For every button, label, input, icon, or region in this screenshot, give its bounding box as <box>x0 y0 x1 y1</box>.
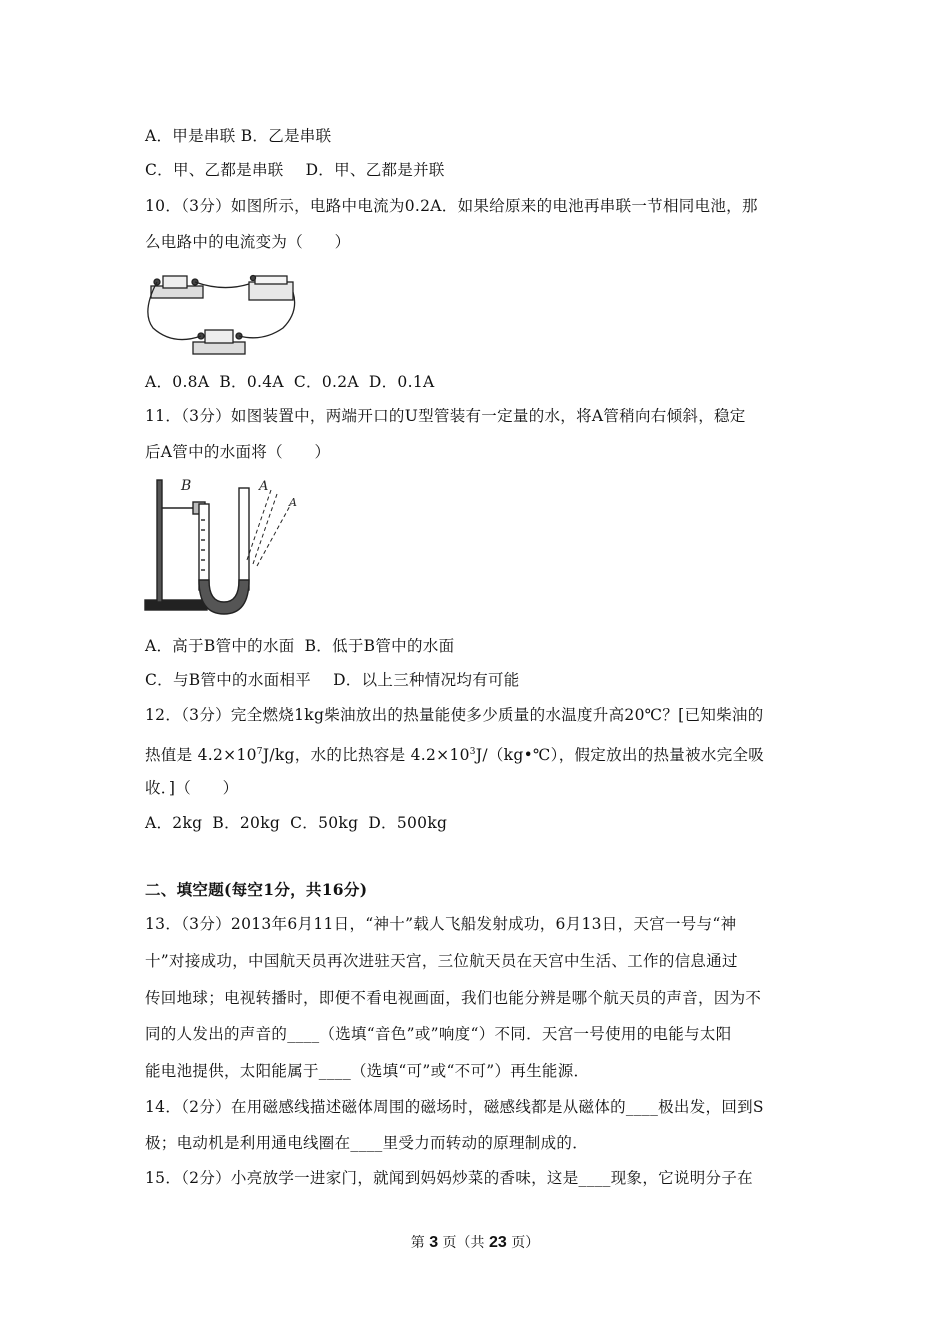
footer-mid: 页（共 <box>438 1235 489 1251</box>
q9-options-line2 <box>145 160 445 180</box>
footer-prefix: 第 <box>410 1235 430 1251</box>
q12-text-seg2: J/kg，水的比热容是 4.2×10 <box>262 746 470 764</box>
footer-total-pages: 23 <box>489 1234 507 1251</box>
q9-option-d: D．甲、乙都是并联 <box>305 161 445 179</box>
footer-page-number: 3 <box>429 1234 439 1251</box>
q13-line: 能电池提供，太阳能属于____（选填“可”或“不可”）再生能源． <box>145 1062 590 1080</box>
q12-text-seg1: 热值是 4.2×10 <box>145 746 257 764</box>
q13-line: 同的人发出的声音的____（选填“音色”或”响度“）不同．天宫一号使用的电能与太阳 <box>145 1025 732 1043</box>
section-title: 二、填空题(每空1分，共16分) <box>145 880 368 899</box>
q15-line: 15．（2分）小亮放学一进家门，就闻到妈妈炒菜的香味，这是____现象，它说明分子在 <box>145 1169 753 1187</box>
q13-line: 13．（3分）2013年6月11日，“神十”载人飞船发射成功，6月13日，天宫一号与“神 <box>145 915 737 933</box>
q12-option-b: B．20kg <box>212 814 281 832</box>
q11-option-b: B．低于B管中的水面 <box>304 637 455 655</box>
q11-text-line2: 后A管中的水面将（ ） <box>145 443 331 461</box>
q12-text-seg3: J/（kg•℃），假定放出的热量被水完全吸 <box>475 746 765 764</box>
q12-text-line2 <box>145 742 764 765</box>
q12-exponent2: 3 <box>469 747 476 757</box>
q11-option-a: A．高于B管中的水面 <box>145 637 295 655</box>
fig-label-a1: A <box>259 479 269 494</box>
q10-text-line2: 么电路中的电流变为（ ） <box>145 233 351 251</box>
q11-options-line1 <box>145 636 454 656</box>
q10-option-a: A．0.8A <box>145 373 210 391</box>
q11-option-c: C．与B管中的水面相平 <box>145 671 312 689</box>
q14-line: 14．（2分）在用磁感线描述磁体周围的磁场时，磁感线都是从磁体的____极出发，回到S <box>145 1098 764 1116</box>
q12-options <box>145 813 447 833</box>
q12-option-d: D．500kg <box>368 814 448 832</box>
circuit-figure <box>143 262 298 360</box>
q13-line: 传回地球；电视转播时，即便不看电视画面，我们也能分辨是哪个航天员的声音，因为不 <box>145 989 762 1007</box>
u-tube-figure <box>143 474 308 616</box>
q12-option-a: A．2kg <box>145 814 203 832</box>
q11-option-d: D．以上三种情况均有可能 <box>333 671 520 689</box>
footer-suffix: 页） <box>506 1235 540 1251</box>
q11-options-line2 <box>145 670 520 690</box>
q12-text-line1: 12．（3分）完全燃烧1kg柴油放出的热量能使多少质量的水温度升高20℃？[已知柴油的 <box>145 706 764 724</box>
q10-text-line1: 10．（3分）如图所示，电路中电流为0.2A．如果给原来的电池再串联一节相同电池，那 <box>145 197 758 215</box>
q14-line: 极；电动机是利用通电线圈在____里受力而转动的原理制成的． <box>145 1134 589 1152</box>
q12-exponent1: 7 <box>256 747 263 757</box>
q12-text-line3: 收．]（ ） <box>145 779 239 797</box>
q13-line: 十”对接成功，中国航天员再次进驻天宫，三位航天员在天宫中生活、工作的信息通过 <box>145 952 738 970</box>
q10-option-d: D．0.1A <box>368 373 435 391</box>
q10-option-c: C．0.2A <box>293 373 359 391</box>
page-footer <box>0 1232 950 1252</box>
q9-options-line1: A．甲是串联 B．乙是串联 <box>145 127 332 145</box>
fig-label-b: B <box>181 478 192 494</box>
q10-options <box>145 372 434 392</box>
q10-option-b: B．0.4A <box>219 373 284 391</box>
q11-text-line1: 11．（3分）如图装置中，两端开口的U型管装有一定量的水，将A管稍向右倾斜，稳定 <box>145 407 746 425</box>
q9-option-c: C．甲、乙都是串联 <box>145 161 284 179</box>
q12-option-c: C．50kg <box>290 814 359 832</box>
fig-label-a2: A <box>289 496 297 509</box>
